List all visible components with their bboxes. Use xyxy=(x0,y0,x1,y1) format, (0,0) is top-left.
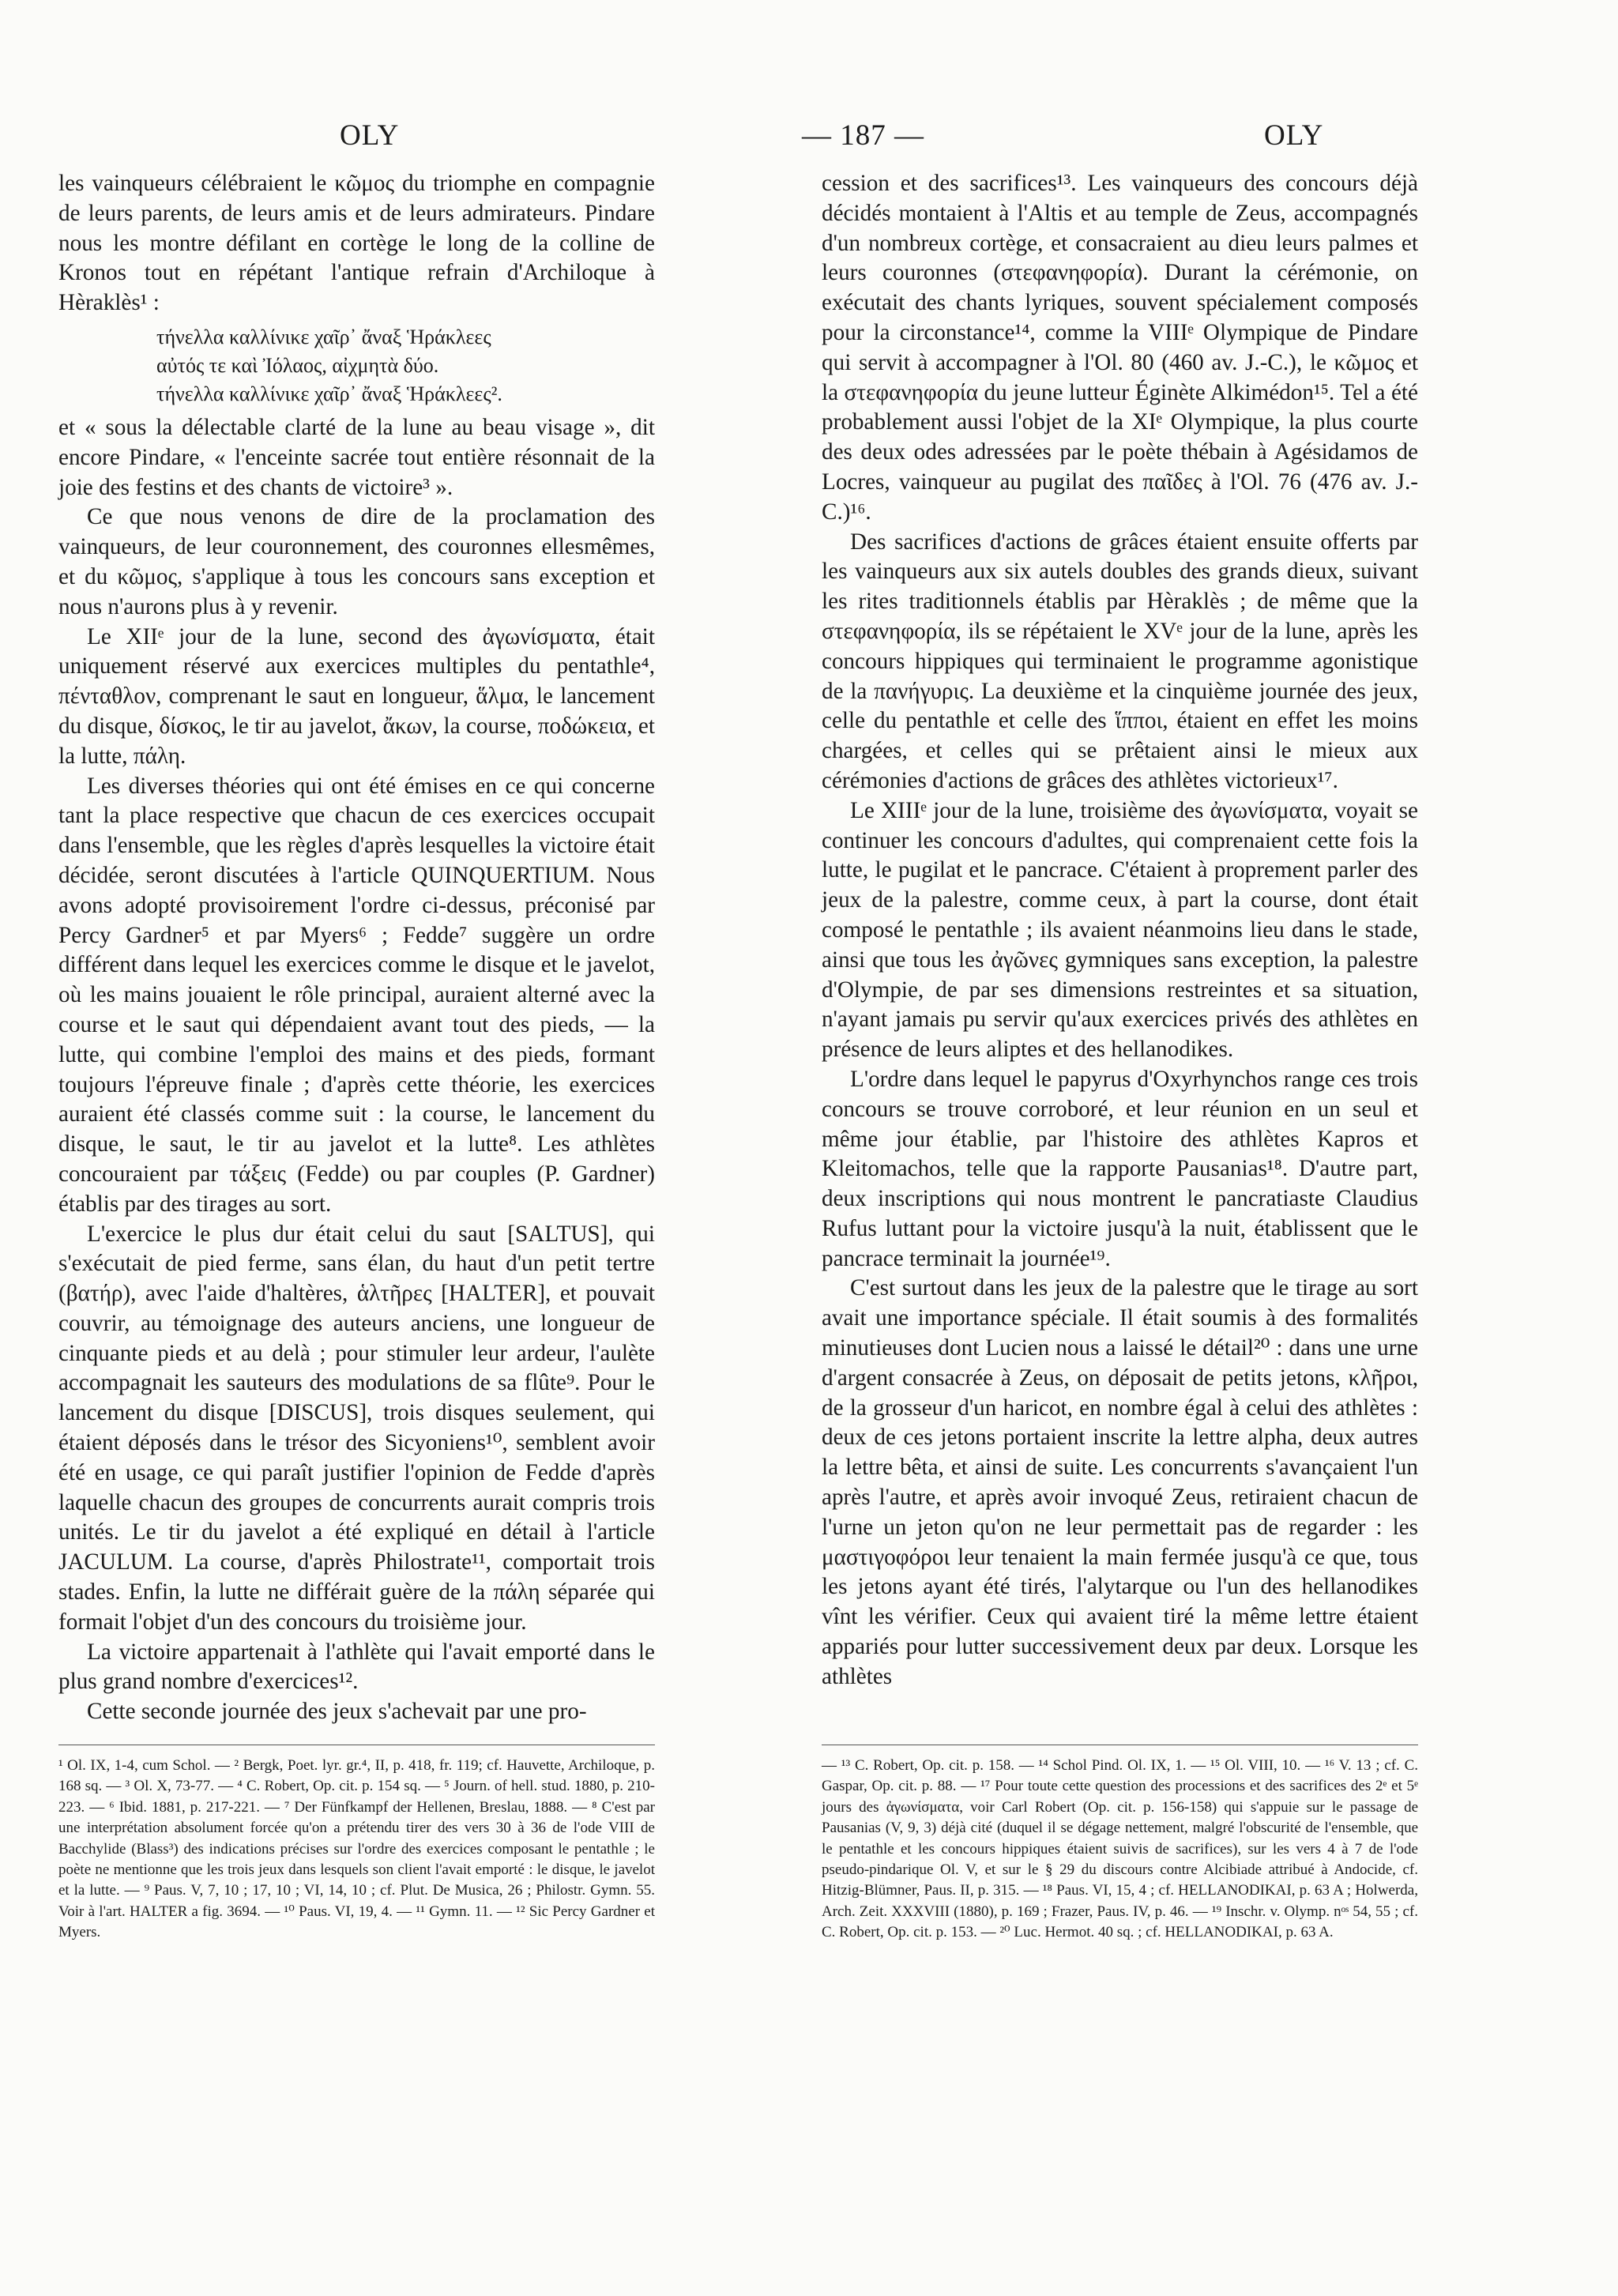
header-left: OLY xyxy=(340,119,400,152)
paragraph: Cette seconde journée des jeux s'achevait par une pro- xyxy=(87,1699,587,1725)
left-column xyxy=(58,169,655,1727)
paragraph: C'est surtout dans les jeux de la palestre que le tirage au sort avait une importance spéciale. Il était soumis à des formalités minutieuses dont Lucien nous a laissé le détail²⁰ : dans une urne d'argent consacrée à Zeus, on déposait de petits jetons, κλῆροι, de la grosseur d'un haricot, en nombre égal à celui des athlètes : deux de ces jetons portaient inscrite la lettre alpha, deux autres la lettre bêta, et ainsi de suite. Les concurrents s'avançaient l'un après l'autre, et après avoir invoqué Zeus, retiraient chacun de l'urne un jeton qu'on ne leur permettait pas de regarder : les μαστιγοφόροι leur tenaient la main fermée jusqu'à ce que, tous les jetons ayant été tirés, l'alytarque ou l'un des hellanodikes vînt les vérifier. Ceux qui avaient tiré la même lettre étaient appariés pour lutter successivement deux par deux. Lorsque les athlètes xyxy=(822,1275,1418,1689)
paragraph: Les diverses théories qui ont été émises en ce qui concerne tant la place respective que chacun de ces exercices occupait dans l'ensemble, que les règles d'après lesquelles la victoire était décidée, seront discutées à l'article QUINQUERTIUM. Nous avons adopté provisoirement l'ordre ci-dessus, préconisé par Percy Gardner⁵ et par Myers⁶ ; Fedde⁷ suggère un ordre différent dans lequel les exercices comme le disque et le javelot, où les mains jouaient le rôle principal, auraient alterné avec la course et le saut qui dépendaient avant tout des pieds, — la lutte, qui combine l'emploi des mains et des pieds, formant toujours l'épreuve finale ; d'après cette théorie, les exercices auraient été classés comme suit : la course, le lancement du disque, le saut, le tir au javelot et la lutte⁸. Les athlètes concouraient par τάξεις (Fedde) ou par couples (P. Gardner) établis par des tirages au sort. xyxy=(58,773,655,1217)
header-right: OLY xyxy=(1264,119,1324,152)
verse-line: τήνελλα καλλίνικε χαῖρ᾽ ἄναξ Ἡράκλεες xyxy=(156,325,491,348)
verse-line: αὐτός τε καὶ Ἰόλαος, αἰχμητὰ δύο. xyxy=(156,353,439,377)
footnote-text: ¹ Ol. IX, 1-4, cum Schol. — ² Bergk, Poet. lyr. gr.⁴, II, p. 418, fr. 119; cf. Hauvette, Archiloque, p. 168 sq. — ³ Ol. X, 73-77. — ⁴ C. Robert, Op. cit. p. 154 sq. — ⁵ Journ. of hell. stud. 1880, p. 210-223. — ⁶ Ibid. 1881, p. 217-221. — ⁷ Der Fünfkampf der Hellenen, Breslau, 1888. — ⁸ C'est par une interprétation absolument forcée qu'on a prétendu tirer des vers 30 à 36 de l'ode VIII de Bacchylide (Blass³) des indications précises sur l'ordre des exercices composant le pentathle ; le poète ne mentionne que les trois jeux dans lesquels son client l'avait emporté : le disque, le javelot et la lutte. — ⁹ Paus. V, 7, 10 ; 17, 10 ; VI, 14, 10 ; cf. Plut. De Musica, 26 ; Philostr. Gymn. 55. Voir à l'art. HALTER a fig. 3694. — ¹⁰ Paus. VI, 19, 4. — ¹¹ Gymn. 11. — ¹² Sic Percy Gardner et Myers. xyxy=(58,1757,655,1941)
paragraph: La victoire appartenait à l'athlète qui l'avait emporté dans le plus grand nombre d'exercices¹². xyxy=(58,1639,655,1695)
paragraph: Le XIIᵉ jour de la lune, second des ἀγωνίσματα, était uniquement réservé aux exercices multiples du pentathle⁴, πένταθλον, comprenant le saut en longueur, ἅλμα, le lancement du disque, δίσκος, le tir au javelot, ἄκων, la course, ποδώκεια, et la lutte, πάλη. xyxy=(58,623,655,769)
paragraph: Ce que nous venons de dire de la proclamation des vainqueurs, de leur couronnement, des couronnes ellesmêmes, et du κῶμος, s'applique à tous les concours sans exception et nous n'aurons plus à y revenir. xyxy=(58,504,655,619)
footnote-text: — ¹³ C. Robert, Op. cit. p. 158. — ¹⁴ Schol Pind. Ol. IX, 1. — ¹⁵ Ol. VIII, 10. — ¹⁶ V. 13 ; cf. C. Gaspar, Op. cit. p. 88. — ¹⁷ Pour toute cette question des processions et des sacrifices des 2ᵉ et 5ᵉ jours des ἀγωνίσματα, voir Carl Robert (Op. cit. p. 156-158) qui s'appuie sur le passage de Pausanias (V, 9, 3) déjà cité (duquel il se dégage nettement, malgré l'obscurité de l'ensemble, que le pentathle et les concours hippiques étaient suivis de sacrifices), sur les vers 4 à 7 de l'ode pseudo-pindarique Ol. V, et sur le § 29 du discours contre Alcibiade attribué à Andocide, cf. Hitzig-Blümner, Paus. II, p. 315. — ¹⁸ Paus. VI, 15, 4 ; cf. HELLANODIKAI, p. 63 A ; Holwerda, Arch. Zeit. XXXVIII (1880), p. 169 ; Frazer, Paus. IV, p. 46. — ¹⁹ Inschr. v. Olymp. nᵒˢ 54, 55 ; cf. C. Robert, Op. cit. p. 153. — ²⁰ Luc. Hermot. 40 sq. ; cf. HELLANODIKAI, p. 63 A. xyxy=(822,1757,1418,1941)
right-column xyxy=(822,169,1418,1692)
verse-quotation xyxy=(58,323,655,408)
paragraph: L'ordre dans lequel le papyrus d'Oxyrhynchos range ces trois concours se trouve corroboré, et leur réunion en un seul et même jour établie, par l'histoire des athlètes Kapros et Kleitomachos, telle que la rapporte Pausanias¹⁸. D'autre part, deux inscriptions qui nous montrent le pancratiaste Claudius Rufus luttant pour la victoire jusqu'à la nuit, établissent que le pancrace terminait la journée¹⁹. xyxy=(822,1066,1418,1271)
paragraph: Des sacrifices d'actions de grâces étaient ensuite offerts par les vainqueurs aux six autels doubles des grands dieux, suivant les rites traditionnels établis par Hèraklès ; de même que la στεφανηφορία, ils se répétaient le XVᵉ jour de la lune, après les concours hippiques qui terminaient le programme agonistique de la πανήγυρις. La deuxième et la cinquième journée des jeux, celle du pentathle et celle des ἵπποι, étaient en effet les moins chargées, et celles qui se prêtaient ainsi le mieux aux cérémonies d'actions de grâces des athlètes victorieux¹⁷. xyxy=(822,529,1418,793)
running-header xyxy=(55,119,1588,158)
paragraph: cession et des sacrifices¹³. Les vainqueurs des concours déjà décidés montaient à l'Altis et au temple de Zeus, accompagnés d'un nombreux cortège, et consacraient au dieu leurs palmes et leurs couronnes (στεφανηφορία). Durant la cérémonie, on exécutait des chants lyriques, souvent spécialement composés pour la circonstance¹⁴, comme la VIIIᵉ Olympique de Pindare qui servit à accompagner à l'Ol. 80 (460 av. J.-C.), le κῶμος et la στεφανηφορία du jeune lutteur Éginète Alkimédon¹⁵. Tel a été probablement aussi l'objet de la XIᵉ Olympique, la plus courte des deux odes adressées par le poète thébain à Agésidamos de Locres, vainqueur au pugilat des παῖδες à l'Ol. 76 (476 av. J.-C.)¹⁶. xyxy=(822,171,1418,525)
paragraph: et « sous la délectable clarté de la lune au beau visage », dit encore Pindare, « l'enceinte sacrée tout entière résonnait de la joie des festins et des chants de victoire³ ». xyxy=(58,414,655,500)
footnotes-right xyxy=(822,1756,1418,1944)
paragraph: Le XIIIᵉ jour de la lune, troisième des ἀγωνίσματα, voyait se continuer les concours d'adultes, qui comprenaient cette fois la lutte, le pugilat et le pancrace. C'étaient à proprement parler des jeux de la palestre, comme ceux, à part la course, dont était composé le pentathle ; ils avaient néanmoins lieu dans le stade, ainsi que tous les ἀγῶνες gymniques sans exception, la palestre d'Olympie, de par ses dimensions restreintes et sa situation, n'ayant jamais pu servir qu'aux exercices privés des athlètes en présence de leurs aliptes et des hellanodikes. xyxy=(822,797,1418,1063)
paragraph: L'exercice le plus dur était celui du saut [SALTUS], qui s'exécutait de pied ferme, sans élan, du haut d'un petit tertre (βατήρ), avec l'aide d'haltères, ἁλτῆρες [HALTER], et pouvait couvrir, au témoignage des auteurs anciens, une longueur de cinquante pieds et au delà ; pour stimuler leur ardeur, l'aulète accompagnait les sauteurs des modulations de sa flûte⁹. Pour le lancement du disque [DISCUS], trois disques seulement, qui étaient déposés dans le trésor des Sicyoniens¹⁰, semblent avoir été en usage, ce qui paraît justifier l'opinion de Fedde d'après laquelle chacun des groupes de concurrents aurait compris trois unités. Le tir du javelot a été expliqué en détail à l'article JACULUM. La course, d'après Philostrate¹¹, comportait trois stades. Enfin, la lutte ne différait guère de la πάλη séparée qui formait l'objet d'un des concours du troisième jour. xyxy=(58,1221,655,1635)
paragraph: les vainqueurs célébraient le κῶμος du triomphe en compagnie de leurs parents, de leurs amis et de leurs admirateurs. Pindare nous les montre défilant en cortège le long de la colline de Kronos tout en répétant l'antique refrain d'Archiloque à Hèraklès¹ : xyxy=(58,171,655,316)
verse-line: τήνελλα καλλίνικε χαῖρ᾽ ἄναξ Ἡράκλεες². xyxy=(156,382,502,405)
page-number: — 187 — xyxy=(802,119,924,152)
footnotes-left xyxy=(58,1756,655,1944)
